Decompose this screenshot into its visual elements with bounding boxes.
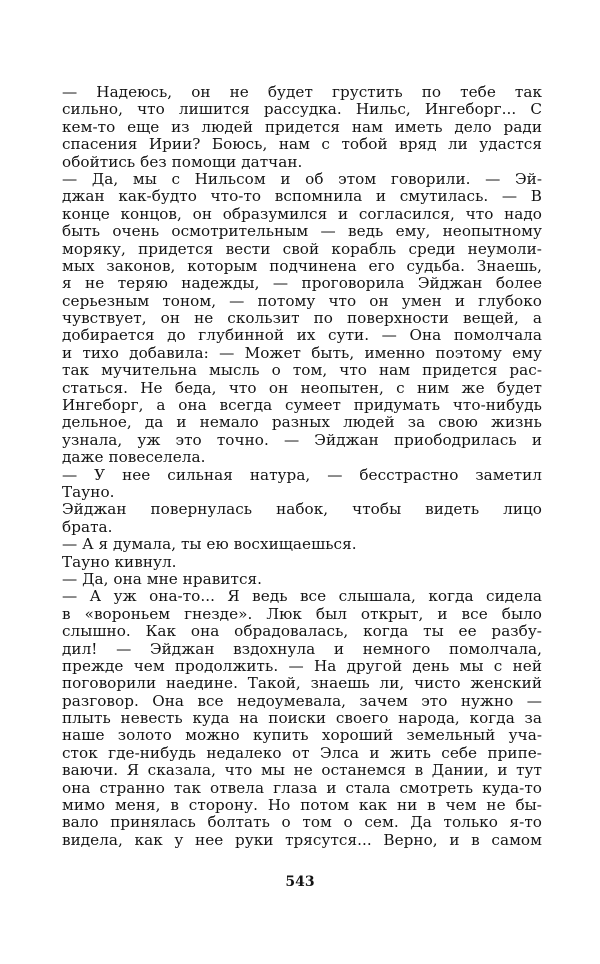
text-line: Тауно кивнул.: [62, 552, 177, 571]
text-line: видела, как у нее руки трясутся... Верно, и в самом: [62, 830, 542, 849]
text-line: быть очень осмотрительным — ведь ему, неопытному: [62, 222, 542, 241]
text-line: вало принялась болтать о том о сем. Да только я-то: [62, 813, 542, 832]
text-line: наше золото можно купить хороший земельный уча-: [62, 726, 542, 745]
text-line: — Да, она мне нравится.: [62, 569, 263, 588]
text-line: — Надеюсь, он не будет грустить по тебе так: [62, 83, 542, 101]
text-line: — Да, мы с Нильсом и об этом говорили. — Эй-: [62, 169, 542, 188]
text-line: дельное, да и немало разных людей за свою жизнь: [62, 413, 542, 432]
text-line: ваючи. Я сказала, что мы не останемся в Дании, и тут: [62, 761, 542, 780]
text-line: конце концов, он образумился и согласился, что надо: [62, 204, 542, 223]
text-line: она странно так отвела глаза и стала смотреть куда-то: [62, 778, 542, 797]
text-line: добирается до глубинной их сути. — Она помолчала: [62, 326, 542, 345]
text-line: — А я думала, ты ею восхищаешься.: [62, 535, 357, 554]
text-line: даже повеселела.: [62, 448, 206, 467]
text-line: Тауно.: [62, 482, 115, 501]
text-line: джан как-будто что-то вспомнила и смутилась. — В: [62, 187, 542, 206]
text-line: моряку, придется вести свой корабль среди неумоли-: [62, 239, 542, 258]
text-line: серьезным тоном, — потому что он умен и глубоко: [62, 291, 542, 310]
text-line: узнала, уж это точно. — Эйджан приободрилась и: [62, 430, 542, 449]
text-line: слышно. Как она обрадовалась, когда ты ее разбу-: [62, 622, 542, 641]
text-line: так мучительна мысль о том, что нам придется рас-: [62, 361, 542, 380]
text-line: Ингеборг, а она всегда сумеет придумать что-нибудь: [62, 396, 542, 415]
text-line: сток где-нибудь недалеко от Элса и жить себе припе-: [62, 743, 542, 762]
text-line: плыть невесть куда на поиски своего народа, когда за: [62, 709, 542, 728]
text-line: — У нее сильная натура, — бесстрастно заметил: [62, 465, 542, 484]
text-line: чувствует, он не скользит по поверхности вещей, а: [62, 309, 542, 328]
book-page-text: [62, 84, 542, 849]
text-line: спасения Ирии? Боюсь, нам с тобой вряд ли удастся: [62, 135, 542, 154]
text-line: мых законов, которым подчинена его судьба. Знаешь,: [62, 256, 542, 275]
text-line: Эйджан повернулась набок, чтобы видеть лицо: [62, 500, 542, 519]
text-line: статься. Не беда, что он неопытен, с ним же будет: [62, 378, 542, 397]
text-line: сильно, что лишится рассудка. Нильс, Ингеборг... С: [62, 100, 542, 119]
text-line: поговорили наедине. Такой, знаешь ли, чисто женский: [62, 674, 542, 693]
text-line: я не теряю надежды, — проговорила Эйджан более: [62, 274, 542, 293]
text-line: в «вороньем гнезде». Люк был открыт, и все было: [62, 604, 542, 623]
text-line: и тихо добавила: — Может быть, именно поэтому ему: [62, 343, 542, 362]
text-line: разговор. Она все недоумевала, зачем это нужно —: [62, 691, 542, 710]
text-line: обойтись без помощи датчан.: [62, 152, 303, 171]
text-line: прежде чем продолжить. — На другой день мы с ней: [62, 656, 542, 675]
text-line: кем-то еще из людей придется нам иметь дело ради: [62, 117, 542, 136]
text-line: — А уж она-то... Я ведь все слышала, когда сидела: [62, 587, 542, 606]
text-line: дил! — Эйджан вздохнула и немного помолчала,: [62, 639, 542, 658]
text-line: мимо меня, в сторону. Но потом как ни в чем не бы-: [62, 796, 542, 815]
text-line: брата.: [62, 517, 113, 536]
page-number: 543: [285, 874, 315, 890]
